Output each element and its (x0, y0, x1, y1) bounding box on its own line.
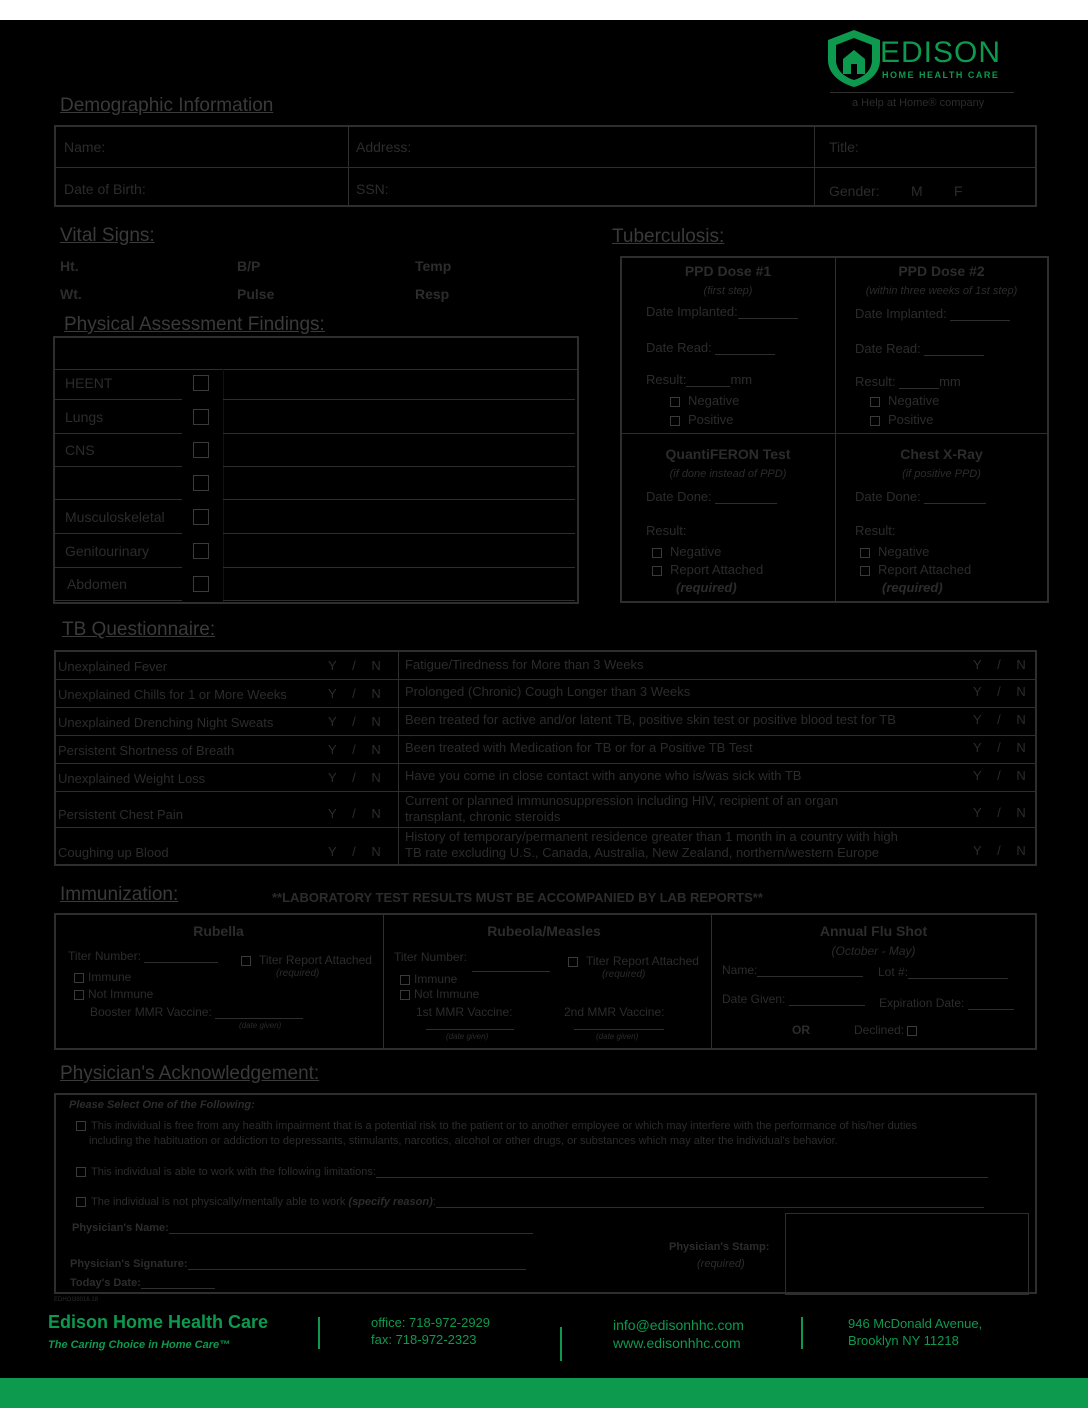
xray-sub: (if positive PPD) (902, 468, 981, 480)
physical-row-rule (55, 600, 182, 601)
quant-negative[interactable]: Negative (652, 544, 721, 559)
physical-table (53, 336, 579, 604)
ppd1-result[interactable]: Result: mm (646, 372, 753, 387)
rubeola-report-req: (required) (602, 969, 646, 980)
physician-name[interactable]: Physician's Name: (72, 1221, 533, 1234)
physical-row-checkbox[interactable] (193, 409, 209, 425)
gender-field: Gender: (829, 183, 880, 199)
tbq-row-divider (56, 791, 1035, 792)
physician-stamp-label: Physician's Stamp: (669, 1241, 770, 1253)
top-strip (0, 0, 1088, 20)
ppd2-cell (836, 258, 1047, 430)
tbq-answer-left[interactable]: Y / N (328, 742, 381, 757)
gender-m[interactable]: M (911, 183, 923, 199)
ppd2-implanted[interactable]: Date Implanted: (855, 306, 1010, 321)
physical-row-rule (55, 499, 182, 500)
rubella-date-given: (date given) (239, 1021, 282, 1030)
physical-row-rule (55, 533, 182, 534)
rubeola-immune[interactable]: Immune (400, 972, 457, 986)
gender-f[interactable]: F (954, 183, 963, 199)
xray-report[interactable]: Report Attached (860, 562, 971, 577)
quant-title: QuantiFERON Test (665, 446, 791, 462)
footer-address-2: Brooklyn NY 11218 (848, 1333, 959, 1348)
physical-row-rule (55, 466, 182, 467)
tb-title: Tuberculosis: (612, 226, 725, 247)
flu-declined[interactable]: Declined: (854, 1023, 925, 1037)
flu-cell (712, 915, 1035, 1048)
checkbox-icon (241, 956, 251, 966)
tbq-answer-left[interactable]: Y / N (328, 844, 381, 859)
tbq-row-divider (56, 707, 1035, 708)
ppd2-title: PPD Dose #2 (898, 263, 985, 279)
physical-row-notes-line[interactable] (223, 567, 575, 568)
physical-row-notes-line[interactable] (223, 533, 575, 534)
rubeola-first-line (426, 1029, 514, 1030)
vital-ht[interactable]: Ht. (60, 258, 79, 274)
demographic-title: Demographic Information (60, 95, 274, 116)
physician-title: Physician's Acknowledgement: (60, 1063, 320, 1084)
lab-notice: **LABORATORY TEST RESULTS MUST BE ACCOMPANIED BY LAB REPORTS** (272, 890, 763, 905)
footer-office: office: 718-972-2929 (371, 1315, 491, 1330)
option-not-able[interactable]: The individual is not physically/mentally able to work (specify reason): (76, 1195, 984, 1208)
rubeola-title: Rubeola/Measles (487, 923, 601, 939)
ssn-field[interactable]: SSN: (356, 181, 389, 197)
ppd2-positive[interactable]: Positive (870, 412, 934, 427)
tbq-answer-right[interactable]: Y / N (973, 768, 1026, 783)
tbq-question-right: transplant, chronic steroids (405, 809, 561, 824)
tbq-answer-right[interactable]: Y / N (973, 740, 1026, 755)
tbq-answer-right[interactable]: Y / N (973, 712, 1026, 727)
physical-row-checkbox[interactable] (193, 375, 209, 391)
footer-divider-1 (318, 1317, 320, 1349)
quant-required: (required) (676, 580, 737, 595)
tbq-answer-right[interactable]: Y / N (973, 843, 1026, 858)
checkbox-icon (860, 566, 870, 576)
todays-date[interactable]: Today's Date: (70, 1276, 215, 1289)
logo-tagline: a Help at Home® company (852, 97, 985, 109)
checkbox-icon (870, 416, 880, 426)
physician-signature[interactable]: Physician's Signature: (70, 1257, 526, 1270)
tbq-question-right: History of temporary/permanent residence greater than 1 month in a country with high (405, 829, 898, 844)
rubella-report[interactable]: Titer Report Attached (241, 953, 372, 967)
tbq-row-divider (56, 735, 1035, 736)
form-code: EDHOI38016.18 (54, 1297, 99, 1303)
option-free-impairment-cont: including the habituation or addiction to depressants, stimulants, narcotics, alcohol or other drugs, or substances which may alter the individual's behavior. (89, 1135, 838, 1147)
checkbox-icon (907, 1026, 917, 1036)
tbq-answer-right[interactable]: Y / N (973, 657, 1026, 672)
quant-report[interactable]: Report Attached (652, 562, 763, 577)
tbq-question-left: Unexplained Drenching Night Sweats (58, 715, 274, 730)
physical-row-checkbox[interactable] (193, 442, 209, 458)
physical-row-checkbox[interactable] (193, 475, 209, 491)
dob-field[interactable]: Date of Birth: (64, 181, 146, 197)
quant-cell (622, 433, 834, 601)
checkbox-icon (568, 957, 578, 967)
shield-house-icon (824, 28, 884, 88)
flu-expiration[interactable]: Expiration Date: (879, 996, 1014, 1010)
physical-row-notes-line[interactable] (223, 433, 575, 434)
tbq-row-divider (56, 679, 1035, 680)
ppd1-read[interactable]: Date Read: (646, 340, 775, 355)
footer-web[interactable]: www.edisonhhc.com (613, 1335, 741, 1351)
checkbox-icon (74, 990, 84, 1000)
tbq-answer-right[interactable]: Y / N (973, 684, 1026, 699)
vital-bp[interactable]: B/P (237, 258, 261, 274)
ppd2-read[interactable]: Date Read: (855, 341, 984, 356)
option-free-impairment[interactable]: This individual is free from any health impairment that is a potential risk to the patient or to another employee or which may interfere with the performance of his/her duties (76, 1120, 917, 1132)
vital-wt[interactable]: Wt. (60, 286, 82, 302)
ppd1-cell (622, 258, 834, 430)
checkbox-icon (860, 548, 870, 558)
name-field[interactable]: Name: (64, 139, 106, 155)
rubeola-second-date: (date given) (596, 1032, 639, 1041)
ppd1-implanted[interactable]: Date Implanted: (646, 304, 798, 319)
xray-result: Result: (855, 523, 896, 538)
tbq-question-left: Unexplained Weight Loss (58, 771, 206, 786)
tbq-question-left: Persistent Chest Pain (58, 807, 184, 822)
checkbox-icon (76, 1197, 86, 1207)
flu-lot[interactable]: Lot #: (878, 965, 1008, 979)
vital-pulse[interactable]: Pulse (237, 286, 275, 302)
footer-company: Edison Home Health Care (48, 1312, 269, 1332)
checkbox-icon (670, 416, 680, 426)
rubeola-titer-line (472, 971, 550, 972)
checkbox-icon (74, 973, 84, 983)
rubella-booster[interactable]: Booster MMR Vaccine: (90, 1005, 303, 1019)
xray-negative[interactable]: Negative (860, 544, 929, 559)
quant-sub: (if done instead of PPD) (669, 468, 787, 480)
physical-row-label: CNS (65, 442, 95, 458)
option-limitations[interactable]: This individual is able to work with the following limitations: (76, 1165, 988, 1178)
physical-row-checkbox[interactable] (193, 509, 209, 525)
physical-title: Physical Assessment Findings: (64, 314, 325, 335)
vital-temp[interactable]: Temp (415, 258, 452, 274)
tbq-question-right: Been treated with Medication for TB or for a Positive TB Test (405, 740, 753, 755)
tbq-question-right: TB rate excluding U.S., Canada, Australia, New Zealand, northern/western Europe (405, 845, 880, 860)
physical-row-notes-line[interactable] (223, 499, 575, 500)
physical-row-rule (55, 433, 182, 434)
rubella-not-immune[interactable]: Not Immune (74, 987, 153, 1001)
physical-row-label: Musculoskeletal (65, 509, 165, 525)
physical-row-label: Genitourinary (65, 543, 150, 559)
logo (824, 28, 1014, 118)
xray-done[interactable]: Date Done: (855, 489, 986, 504)
rubella-report-req: (required) (276, 968, 320, 979)
flu-sub: (October - May) (831, 944, 916, 958)
rubella-title: Rubella (193, 923, 244, 939)
flu-or: OR (792, 1023, 810, 1037)
logo-rule (830, 92, 1014, 93)
rubeola-titer[interactable]: Titer Number: (394, 950, 467, 964)
vital-resp[interactable]: Resp (415, 286, 450, 302)
rubeola-first-date: (date given) (446, 1032, 489, 1041)
ppd2-result[interactable]: Result: mm (855, 374, 961, 389)
checkbox-icon (400, 990, 410, 1000)
rubeola-cell (384, 915, 710, 1048)
physical-row-notes-line[interactable] (223, 466, 575, 467)
flu-title: Annual Flu Shot (819, 923, 928, 939)
physical-row-label: HEENT (65, 375, 113, 391)
physician-stamp-box[interactable] (785, 1213, 1029, 1295)
physician-stamp-req: (required) (697, 1258, 745, 1270)
checkbox-icon (652, 548, 662, 558)
tbq-question-right: Current or planned immunosuppression including HIV, recipient of an organ (405, 793, 839, 808)
xray-title: Chest X-Ray (900, 446, 983, 462)
tbq-answer-left[interactable]: Y / N (328, 714, 381, 729)
rubella-titer[interactable]: Titer Number: (68, 949, 218, 963)
tbq-question-left: Unexplained Fever (58, 659, 168, 674)
tbq-question-right: Fatigue/Tiredness for More than 3 Weeks (405, 657, 644, 672)
bottom-strip (0, 1378, 1088, 1408)
tbq-question-left: Coughing up Blood (58, 845, 169, 860)
vitals-title: Vital Signs: (60, 225, 155, 246)
demographic-table (54, 125, 1037, 207)
tbq-row-divider (56, 763, 1035, 764)
flu-date-given[interactable]: Date Given: (722, 992, 865, 1006)
rubeola-report[interactable]: Titer Report Attached (568, 954, 699, 968)
tbq-answer-left[interactable]: Y / N (328, 658, 381, 673)
rubella-cell (56, 915, 381, 1048)
ppd2-negative[interactable]: Negative (870, 393, 939, 408)
physical-row-checkbox[interactable] (193, 576, 209, 592)
physical-row-rule (55, 399, 182, 400)
tbq-title: TB Questionnaire: (62, 619, 216, 640)
tbq-answer-left[interactable]: Y / N (328, 770, 381, 785)
footer-email[interactable]: info@edisonhhc.com (613, 1317, 744, 1333)
ppd1-positive[interactable]: Positive (670, 412, 734, 427)
checkbox-icon (652, 566, 662, 576)
rubeola-not-immune[interactable]: Not Immune (400, 987, 479, 1001)
physical-row-notes-line[interactable] (223, 399, 575, 400)
rubeola-first-mmr[interactable]: 1st MMR Vaccine: (416, 1005, 513, 1019)
flu-name[interactable]: Name: (722, 963, 863, 977)
tbq-answer-right[interactable]: Y / N (973, 805, 1026, 820)
address-field[interactable]: Address: (356, 139, 412, 155)
ppd1-title: PPD Dose #1 (684, 263, 772, 279)
tbq-question-left: Persistent Shortness of Breath (58, 743, 235, 758)
physical-row-checkbox[interactable] (193, 543, 209, 559)
ppd1-negative[interactable]: Negative (670, 393, 739, 408)
tbq-answer-left[interactable]: Y / N (328, 806, 381, 821)
footer-divider-2 (560, 1327, 562, 1361)
tbq-question-right: Been treated for active and/or latent TB, positive skin test or positive blood test for TB (405, 712, 896, 727)
tbq-question-left: Unexplained Chills for 1 or More Weeks (58, 687, 287, 702)
footer-divider-3 (801, 1317, 803, 1349)
physical-row-rule (55, 567, 182, 568)
tbq-answer-left[interactable]: Y / N (328, 686, 381, 701)
rubella-immune[interactable]: Immune (74, 970, 131, 984)
tbq-row-divider (56, 827, 1035, 828)
physical-row-label: Abdomen (67, 576, 127, 592)
physical-row-label: Lungs (65, 409, 104, 425)
tbq-question-right: Prolonged (Chronic) Cough Longer than 3 Weeks (405, 684, 691, 699)
xray-required: (required) (882, 580, 943, 595)
ppd1-sub: (first step) (703, 285, 753, 297)
quant-result: Result: (646, 523, 687, 538)
select-one: Please Select One of the Following: (69, 1099, 255, 1111)
ppd2-sub: (within three weeks of 1st step) (865, 285, 1018, 297)
logo-sub: HOME HEALTH CARE (882, 70, 1000, 80)
checkbox-icon (400, 975, 410, 985)
xray-cell (836, 433, 1047, 601)
quant-done[interactable]: Date Done: (646, 489, 777, 504)
tbq-question-right: Have you come in close contact with anyone who is/was sick with TB (405, 768, 802, 783)
footer-slogan: The Caring Choice in Home Care™ (48, 1339, 231, 1351)
checkbox-icon (76, 1167, 86, 1177)
footer-address-1: 946 McDonald Avenue, (848, 1316, 983, 1331)
checkbox-icon (870, 397, 880, 407)
footer-fax: fax: 718-972-2323 (371, 1332, 477, 1347)
logo-name: EDISON (880, 36, 1002, 69)
rubeola-second-mmr[interactable]: 2nd MMR Vaccine: (564, 1005, 665, 1019)
rubeola-second-line (574, 1029, 664, 1030)
physical-row-notes-line[interactable] (223, 600, 575, 601)
checkbox-icon (76, 1121, 86, 1131)
title-field[interactable]: Title: (829, 139, 859, 155)
immun-title: Immunization: (60, 884, 179, 905)
checkbox-icon (670, 397, 680, 407)
